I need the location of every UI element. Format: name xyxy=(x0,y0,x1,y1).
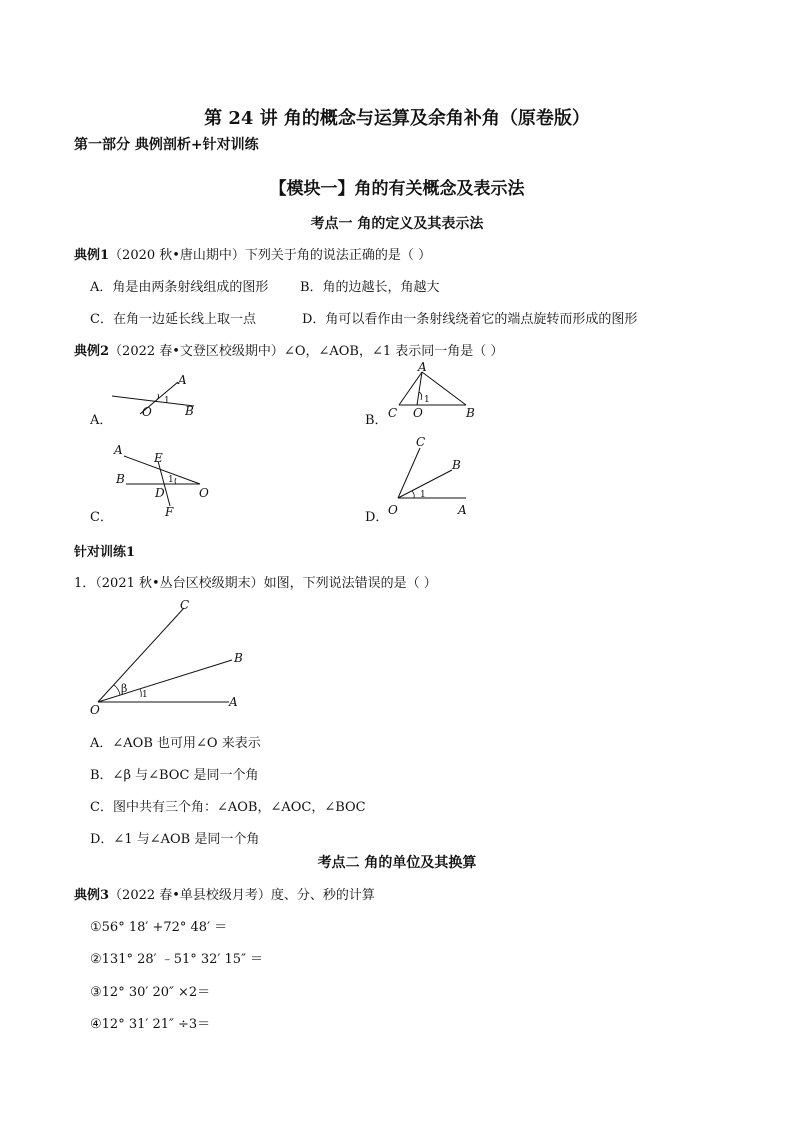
label-b: B xyxy=(452,458,461,472)
label-e: E xyxy=(154,451,163,465)
example-2-option-d-label: D． xyxy=(365,510,389,525)
example-2-label: 典例2 xyxy=(74,344,110,359)
label-a: A xyxy=(114,443,123,457)
example-3-item-2: ②131° 28′ ﹣51° 32′ 15″ ＝ xyxy=(90,952,264,967)
example-3-item-1: ①56° 18′ +72° 48′ ＝ xyxy=(90,920,228,935)
example-2-figure-c xyxy=(108,438,218,518)
label-beta: β xyxy=(121,682,128,695)
training-1-option-b: B．∠β 与∠BOC 是同一个角 xyxy=(90,768,259,783)
ray-oc xyxy=(98,608,184,702)
label-o: O xyxy=(142,405,152,419)
example-1-option-c: C．在角一边延长线上取一点 xyxy=(90,312,256,327)
label-1: 1 xyxy=(168,475,174,485)
angle-arc xyxy=(412,491,414,498)
label-1: 1 xyxy=(164,396,170,406)
example-3-item-4: ④12° 31′ 21″ ÷3＝ xyxy=(90,1017,211,1032)
example-1-label: 典例1 xyxy=(74,248,110,263)
label-c: C xyxy=(180,598,190,612)
label-a: A xyxy=(178,373,187,387)
example-2-figure-a xyxy=(110,370,210,420)
label-o: O xyxy=(413,406,423,420)
example-1-option-d: D．角可以看作由一条射线绕着它的端点旋转而形成的图形 xyxy=(302,312,638,327)
angle-arc xyxy=(419,392,422,400)
document-title: 第 24 讲 角的概念与运算及余角补角（原卷版） xyxy=(204,108,590,129)
label-a: A xyxy=(458,503,467,517)
example-1-stem: （2020 秋•唐山期中）下列关于角的说法正确的是（ ） xyxy=(109,248,432,263)
example-2-option-a-label: A． xyxy=(90,413,113,428)
label-f: F xyxy=(165,505,174,519)
label-c: C xyxy=(388,406,398,420)
example-3-stem: （2022 春•单县校级月考）度、分、秒的计算 xyxy=(109,888,375,903)
example-3-label: 典例3 xyxy=(74,888,110,903)
label-b: B xyxy=(185,404,194,418)
label-b: B xyxy=(466,406,475,420)
training-1-figure xyxy=(84,596,254,720)
label-a: A xyxy=(418,360,427,374)
training-1-option-a: A．∠AOB 也可用∠O 来表示 xyxy=(90,736,261,751)
label-d: D xyxy=(155,486,165,500)
example-2-option-b-label: B． xyxy=(365,413,388,428)
example-1-option-a: A．角是由两条射线组成的图形 xyxy=(90,280,269,295)
keypoint-heading-1: 考点一 角的定义及其表示法 xyxy=(310,216,484,232)
example-2-option-c-label: C． xyxy=(90,510,113,525)
label-1: 1 xyxy=(424,395,430,405)
ray-ob xyxy=(112,396,194,406)
example-1-option-b: B．角的边越长，角越大 xyxy=(300,280,440,295)
example-3-item-3: ③12° 30′ 20″ ×2＝ xyxy=(90,985,211,1000)
training-1-heading: 针对训练1 xyxy=(74,545,136,560)
example-2-figure-d xyxy=(384,432,484,517)
example-2-figure-b xyxy=(384,360,484,420)
label-c: C xyxy=(416,435,426,449)
label-o: O xyxy=(90,703,100,717)
keypoint-heading-2: 考点二 角的单位及其换算 xyxy=(317,855,477,871)
ray-oc xyxy=(398,448,420,498)
training-1-option-d: D．∠1 与∠AOB 是同一个角 xyxy=(90,832,260,847)
training-1-question: 1．（2021 秋•丛台区校级期末）如图，下列说法错误的是（ ） xyxy=(74,576,437,591)
example-2-question xyxy=(74,340,503,359)
label-1: 1 xyxy=(142,690,148,700)
label-1: 1 xyxy=(420,490,426,500)
angle-arc-beta xyxy=(114,685,120,695)
label-b: B xyxy=(116,472,125,486)
label-o: O xyxy=(199,486,209,500)
label-o: O xyxy=(388,503,398,517)
side-ca xyxy=(399,372,422,405)
label-b: B xyxy=(234,651,243,665)
example-3-question xyxy=(74,884,375,903)
example-2-stem: （2022 春•文登区校级期中）∠O，∠AOB，∠1 表示同一角是（ ） xyxy=(109,344,504,359)
example-1-question xyxy=(74,244,431,263)
part-heading: 第一部分 典例剖析+针对训练 xyxy=(74,137,259,153)
module-heading: 【模块一】角的有关概念及表示法 xyxy=(269,179,525,199)
angle-arc xyxy=(175,478,176,484)
ray-ob xyxy=(98,660,232,702)
label-a: A xyxy=(229,695,238,709)
training-1-option-c: C．图中共有三个角：∠AOB，∠AOC，∠BOC xyxy=(90,800,366,815)
